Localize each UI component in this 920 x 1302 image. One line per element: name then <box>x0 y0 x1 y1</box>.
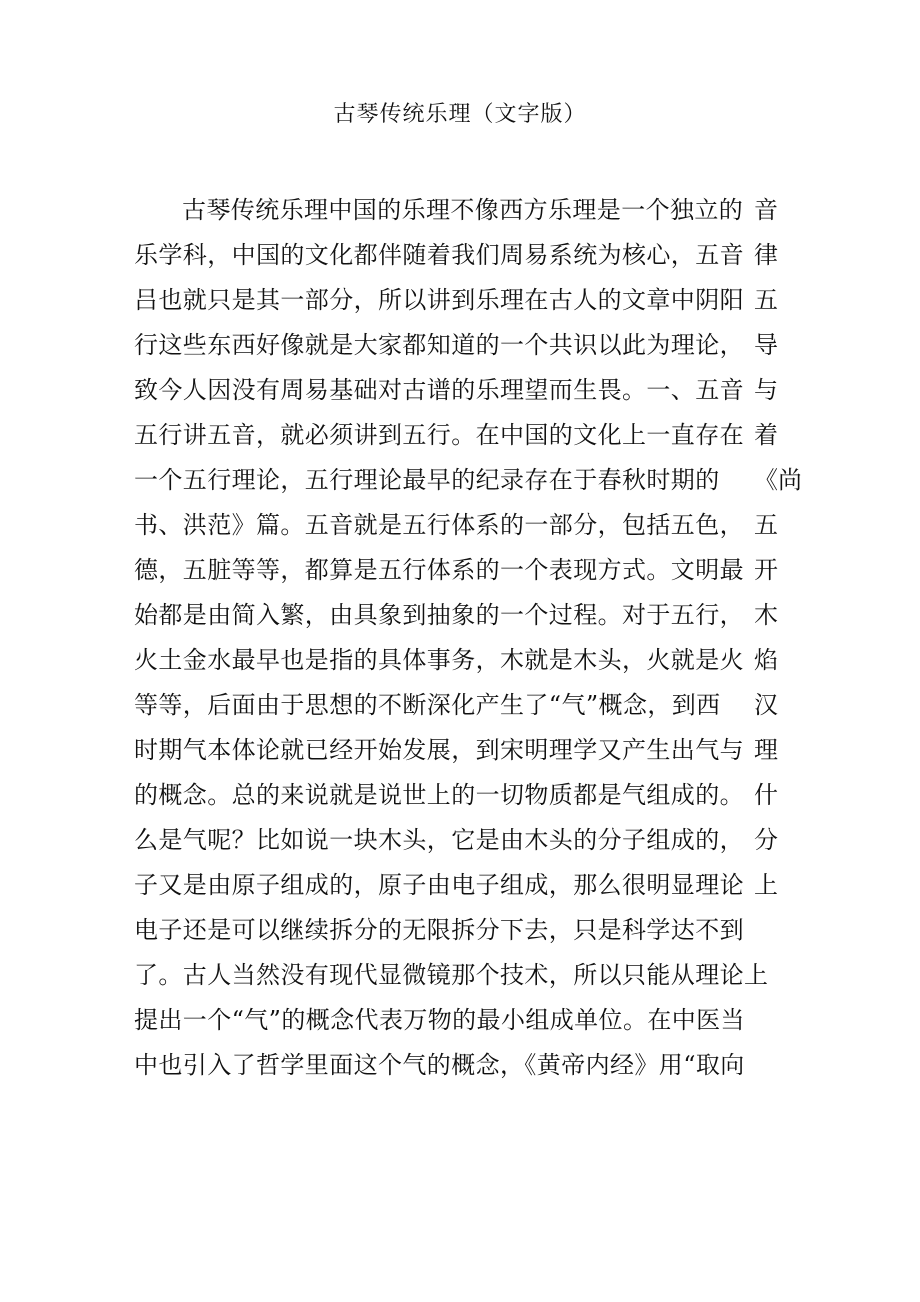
line-text: 吕也就只是其一部分，所以讲到乐理在古人的文章中阴阳 <box>134 286 744 314</box>
text-line <box>134 953 794 998</box>
line-text: 始都是由简入繁，由具象到抽象的一个过程。对于五行， <box>134 601 744 629</box>
text-line <box>134 593 794 638</box>
line-text: 一个五行理论，五行理论最早的纪录存在于春秋时期的 <box>134 466 720 494</box>
text-line <box>134 413 794 458</box>
line-text: 书、洪范》篇。五音就是五行体系的一部分，包括五色， <box>134 511 744 539</box>
text-line <box>134 863 794 908</box>
line-end-char: 五 <box>754 286 778 314</box>
text-line <box>134 683 794 728</box>
line-text: 德，五脏等等，都算是五行体系的一个表现方式。文明最 <box>134 556 744 584</box>
line-text: 乐学科，中国的文化都伴随着我们周易系统为核心，五音 <box>134 241 744 269</box>
line-text: 子又是由原子组成的，原子由电子组成，那么很明显理论 <box>134 871 744 899</box>
line-text: 古琴传统乐理中国的乐理不像西方乐理是一个独立的 <box>182 196 744 224</box>
text-line <box>134 773 794 818</box>
text-line <box>134 278 794 323</box>
text-line <box>134 998 794 1043</box>
text-line <box>134 233 794 278</box>
text-line <box>134 548 794 593</box>
line-text: 等等，后面由于思想的不断深化产生了“气”概念，到西 <box>134 691 721 719</box>
line-text: 五行讲五音，就必须讲到五行。在中国的文化上一直存在 <box>134 421 744 449</box>
line-text: 么是气呢？比如说一块木头，它是由木头的分子组成的， <box>134 826 744 854</box>
text-line <box>134 368 794 413</box>
line-end-char: 音 <box>754 196 778 224</box>
line-text: 提出一个“气”的概念代表万物的最小组成单位。在中医当 <box>134 1006 745 1034</box>
line-end-char: 分 <box>754 826 778 854</box>
line-end-char: 理 <box>754 736 778 764</box>
line-end-char: 律 <box>754 241 778 269</box>
text-line <box>134 188 794 233</box>
line-end-char: 焰 <box>754 646 778 674</box>
document-title: 古琴传统乐理（文字版） <box>333 102 587 127</box>
text-line <box>134 1043 794 1088</box>
line-text: 时期气本体论就已经开始发展，到宋明理学又产生出气与 <box>134 736 744 764</box>
line-end-char: 着 <box>754 421 778 449</box>
line-text: 电子还是可以继续拆分的无限拆分下去，只是科学达不到 <box>134 916 744 944</box>
line-end-char: 导 <box>754 331 778 359</box>
text-line <box>134 638 794 683</box>
line-end-char: 《尚 <box>754 466 802 494</box>
line-text: 火土金水最早也是指的具体事务，木就是木头，火就是火 <box>134 646 744 674</box>
text-line <box>134 908 794 953</box>
line-text: 致今人因没有周易基础对古谱的乐理望而生畏。一、五音 <box>134 376 744 404</box>
line-text: 行这些东西好像就是大家都知道的一个共识以此为理论， <box>134 331 744 359</box>
line-end-char: 五 <box>754 511 778 539</box>
line-text: 的概念。总的来说就是说世上的一切物质都是气组成的。 <box>134 781 744 809</box>
line-end-char: 上 <box>754 871 778 899</box>
line-end-char: 与 <box>754 376 778 404</box>
line-text: 了。古人当然没有现代显微镜那个技术，所以只能从理论上 <box>134 961 769 989</box>
line-end-char: 木 <box>754 601 778 629</box>
text-line <box>134 503 794 548</box>
line-end-char: 汉 <box>754 691 778 719</box>
line-end-char: 开 <box>754 556 778 584</box>
text-line <box>134 323 794 368</box>
text-line <box>134 818 794 863</box>
text-line <box>134 728 794 773</box>
line-end-char: 什 <box>754 781 778 809</box>
text-line <box>134 458 802 503</box>
body-paragraph <box>134 188 802 1088</box>
line-text: 中也引入了哲学里面这个气的概念，《黄帝内经》用“取向 <box>134 1051 745 1079</box>
